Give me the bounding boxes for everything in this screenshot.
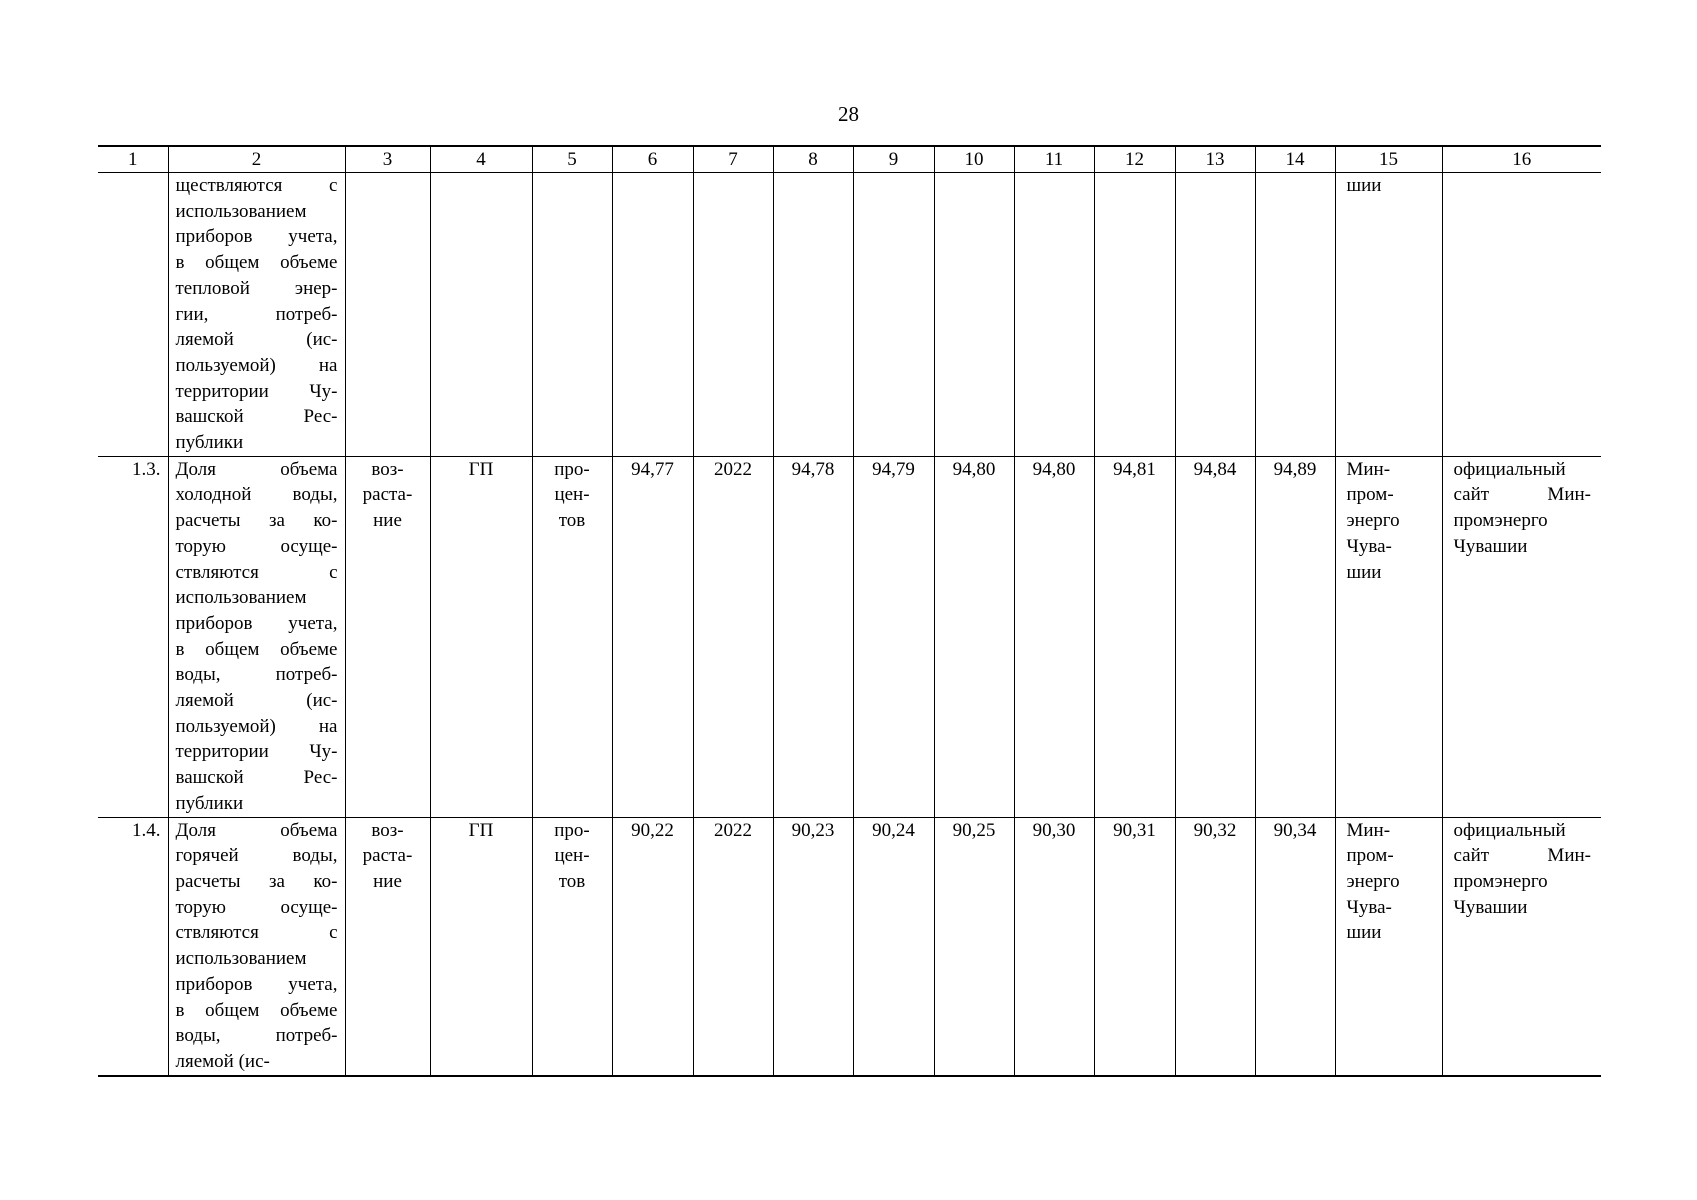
text-line: промэнерго (1453, 870, 1548, 892)
column-number: 5 (532, 146, 612, 173)
table-row (98, 173, 1601, 457)
text-line: приборов учета, (175, 973, 338, 995)
text-line: сайт Мин- (1453, 845, 1591, 867)
text-line: территории Чу- (175, 741, 338, 763)
target-value-cell (853, 173, 934, 457)
indicator-type-cell: ГП (430, 817, 532, 1076)
text-line: энерго (1346, 510, 1400, 532)
responsible-cell (1335, 456, 1442, 817)
text-line: ляемой (ис- (175, 690, 338, 712)
target-value-cell: 90,25 (934, 817, 1014, 1076)
text-line: шии (1346, 922, 1382, 944)
source-cell (1442, 173, 1601, 457)
text-line: Мин- (1346, 819, 1391, 841)
text-line: Чувашии (1453, 896, 1528, 918)
text-line: Чувашии (1453, 535, 1528, 557)
text-line: воды, потреб- (175, 664, 338, 686)
indicators-table (98, 145, 1601, 1077)
text-line: ляемой (ис- (175, 1050, 270, 1072)
target-value-cell (1094, 173, 1175, 457)
text-line: использованием (175, 587, 307, 609)
row-number-cell: 1.4. (98, 817, 168, 1076)
text-line: раста- (362, 484, 413, 506)
text-line: расчеты за ко- (175, 510, 338, 532)
target-value-cell: 94,80 (1014, 456, 1094, 817)
text-line: цен- (554, 845, 590, 867)
text-line: ляемой (ис- (175, 329, 338, 351)
text-line: про- (554, 819, 590, 841)
text-line: воз- (371, 819, 404, 841)
text-line: расчеты за ко- (175, 870, 338, 892)
text-line: шии (1346, 175, 1382, 196)
table-row (98, 817, 1601, 1076)
column-number: 8 (773, 146, 853, 173)
unit-cell (532, 817, 612, 1076)
column-number: 14 (1255, 146, 1335, 173)
column-number: 7 (693, 146, 773, 173)
text-line: использованием (175, 948, 307, 970)
target-value-cell: 94,81 (1094, 456, 1175, 817)
indicator-type-cell: ГП (430, 456, 532, 817)
column-number: 11 (1014, 146, 1094, 173)
column-number: 3 (345, 146, 430, 173)
source-cell (1442, 817, 1601, 1076)
text-line: в общем объеме (175, 252, 338, 274)
target-value-cell (1014, 173, 1094, 457)
text-line: воды, потреб- (175, 1025, 338, 1047)
indicator-name-cell (168, 456, 345, 817)
target-value-cell: 90,34 (1255, 817, 1335, 1076)
text-line: тов (558, 510, 586, 532)
page-number: 28 (838, 102, 859, 126)
row-number-cell: 1.3. (98, 456, 168, 817)
text-line: холодной воды, (175, 484, 338, 506)
text-line: ние (373, 870, 402, 892)
base-value-cell: 94,77 (612, 456, 693, 817)
text-line: официальный (1453, 458, 1566, 480)
text-line: про- (554, 458, 590, 480)
text-line: официальный (1453, 819, 1566, 841)
text-line: раста- (362, 845, 413, 867)
text-line: Мин- (1346, 458, 1391, 480)
indicator-name-cell (168, 817, 345, 1076)
target-value-cell (1175, 173, 1255, 457)
base-value-cell: 90,22 (612, 817, 693, 1076)
text-line: горячей воды, (175, 845, 338, 867)
text-line: Доля объема (175, 819, 338, 841)
unit-cell (532, 456, 612, 817)
column-number: 9 (853, 146, 934, 173)
text-line: в общем объеме (175, 638, 338, 660)
text-line: воз- (371, 458, 404, 480)
text-line: территории Чу- (175, 380, 338, 402)
trend-cell (345, 817, 430, 1076)
text-line: тепловой энер- (175, 277, 338, 299)
target-value-cell: 94,80 (934, 456, 1014, 817)
responsible-cell (1335, 817, 1442, 1076)
column-number: 2 (168, 146, 345, 173)
table-header-row (98, 146, 1601, 173)
text-line: Чува- (1346, 535, 1392, 557)
target-value-cell: 94,89 (1255, 456, 1335, 817)
text-line: Доля объема (175, 458, 338, 480)
trend-cell (345, 173, 430, 457)
text-line: промэнерго (1453, 510, 1548, 532)
text-line: ствляются с (175, 922, 338, 944)
responsible-cell (1335, 173, 1442, 457)
target-value-cell: 94,78 (773, 456, 853, 817)
text-line: пром- (1346, 484, 1394, 506)
unit-cell (532, 173, 612, 457)
text-line: пользуемой) на (175, 715, 338, 737)
text-line: шии (1346, 561, 1382, 583)
column-number: 16 (1442, 146, 1601, 173)
column-number: 12 (1094, 146, 1175, 173)
target-value-cell (1255, 173, 1335, 457)
target-value-cell (773, 173, 853, 457)
text-line: пром- (1346, 845, 1394, 867)
text-line: ществляются с (175, 175, 338, 196)
target-value-cell: 94,84 (1175, 456, 1255, 817)
target-value-cell (934, 173, 1014, 457)
text-line: торую осуще- (175, 896, 338, 918)
text-line: вашской Рес- (175, 406, 338, 428)
text-line: приборов учета, (175, 612, 338, 634)
table-row (98, 456, 1601, 817)
base-year-cell (693, 173, 773, 457)
text-line: ние (373, 510, 402, 532)
text-line: публики (175, 432, 244, 454)
text-line: публики (175, 792, 244, 814)
indicator-type-cell (430, 173, 532, 457)
target-value-cell: 90,24 (853, 817, 934, 1076)
text-line: цен- (554, 484, 590, 506)
target-value-cell: 90,31 (1094, 817, 1175, 1076)
text-line: использованием (175, 200, 307, 222)
column-number: 10 (934, 146, 1014, 173)
column-number: 4 (430, 146, 532, 173)
target-value-cell: 90,23 (773, 817, 853, 1076)
text-line: приборов учета, (175, 226, 338, 248)
text-line: Чува- (1346, 896, 1392, 918)
base-value-cell (612, 173, 693, 457)
base-year-cell: 2022 (693, 817, 773, 1076)
text-line: энерго (1346, 870, 1400, 892)
text-line: вашской Рес- (175, 767, 338, 789)
trend-cell (345, 456, 430, 817)
column-number: 1 (98, 146, 168, 173)
column-number: 13 (1175, 146, 1255, 173)
text-line: тов (558, 870, 586, 892)
text-line: сайт Мин- (1453, 484, 1591, 506)
target-value-cell: 90,30 (1014, 817, 1094, 1076)
text-line: в общем объеме (175, 999, 338, 1021)
indicator-name-cell (168, 173, 345, 457)
source-cell (1442, 456, 1601, 817)
base-year-cell: 2022 (693, 456, 773, 817)
text-line: пользуемой) на (175, 354, 338, 376)
target-value-cell: 90,32 (1175, 817, 1255, 1076)
text-line: гии, потреб- (175, 303, 338, 325)
column-number: 6 (612, 146, 693, 173)
text-line: торую осуще- (175, 535, 338, 557)
text-line: ствляются с (175, 561, 338, 583)
row-number-cell (98, 173, 168, 457)
target-value-cell: 94,79 (853, 456, 934, 817)
column-number: 15 (1335, 146, 1442, 173)
